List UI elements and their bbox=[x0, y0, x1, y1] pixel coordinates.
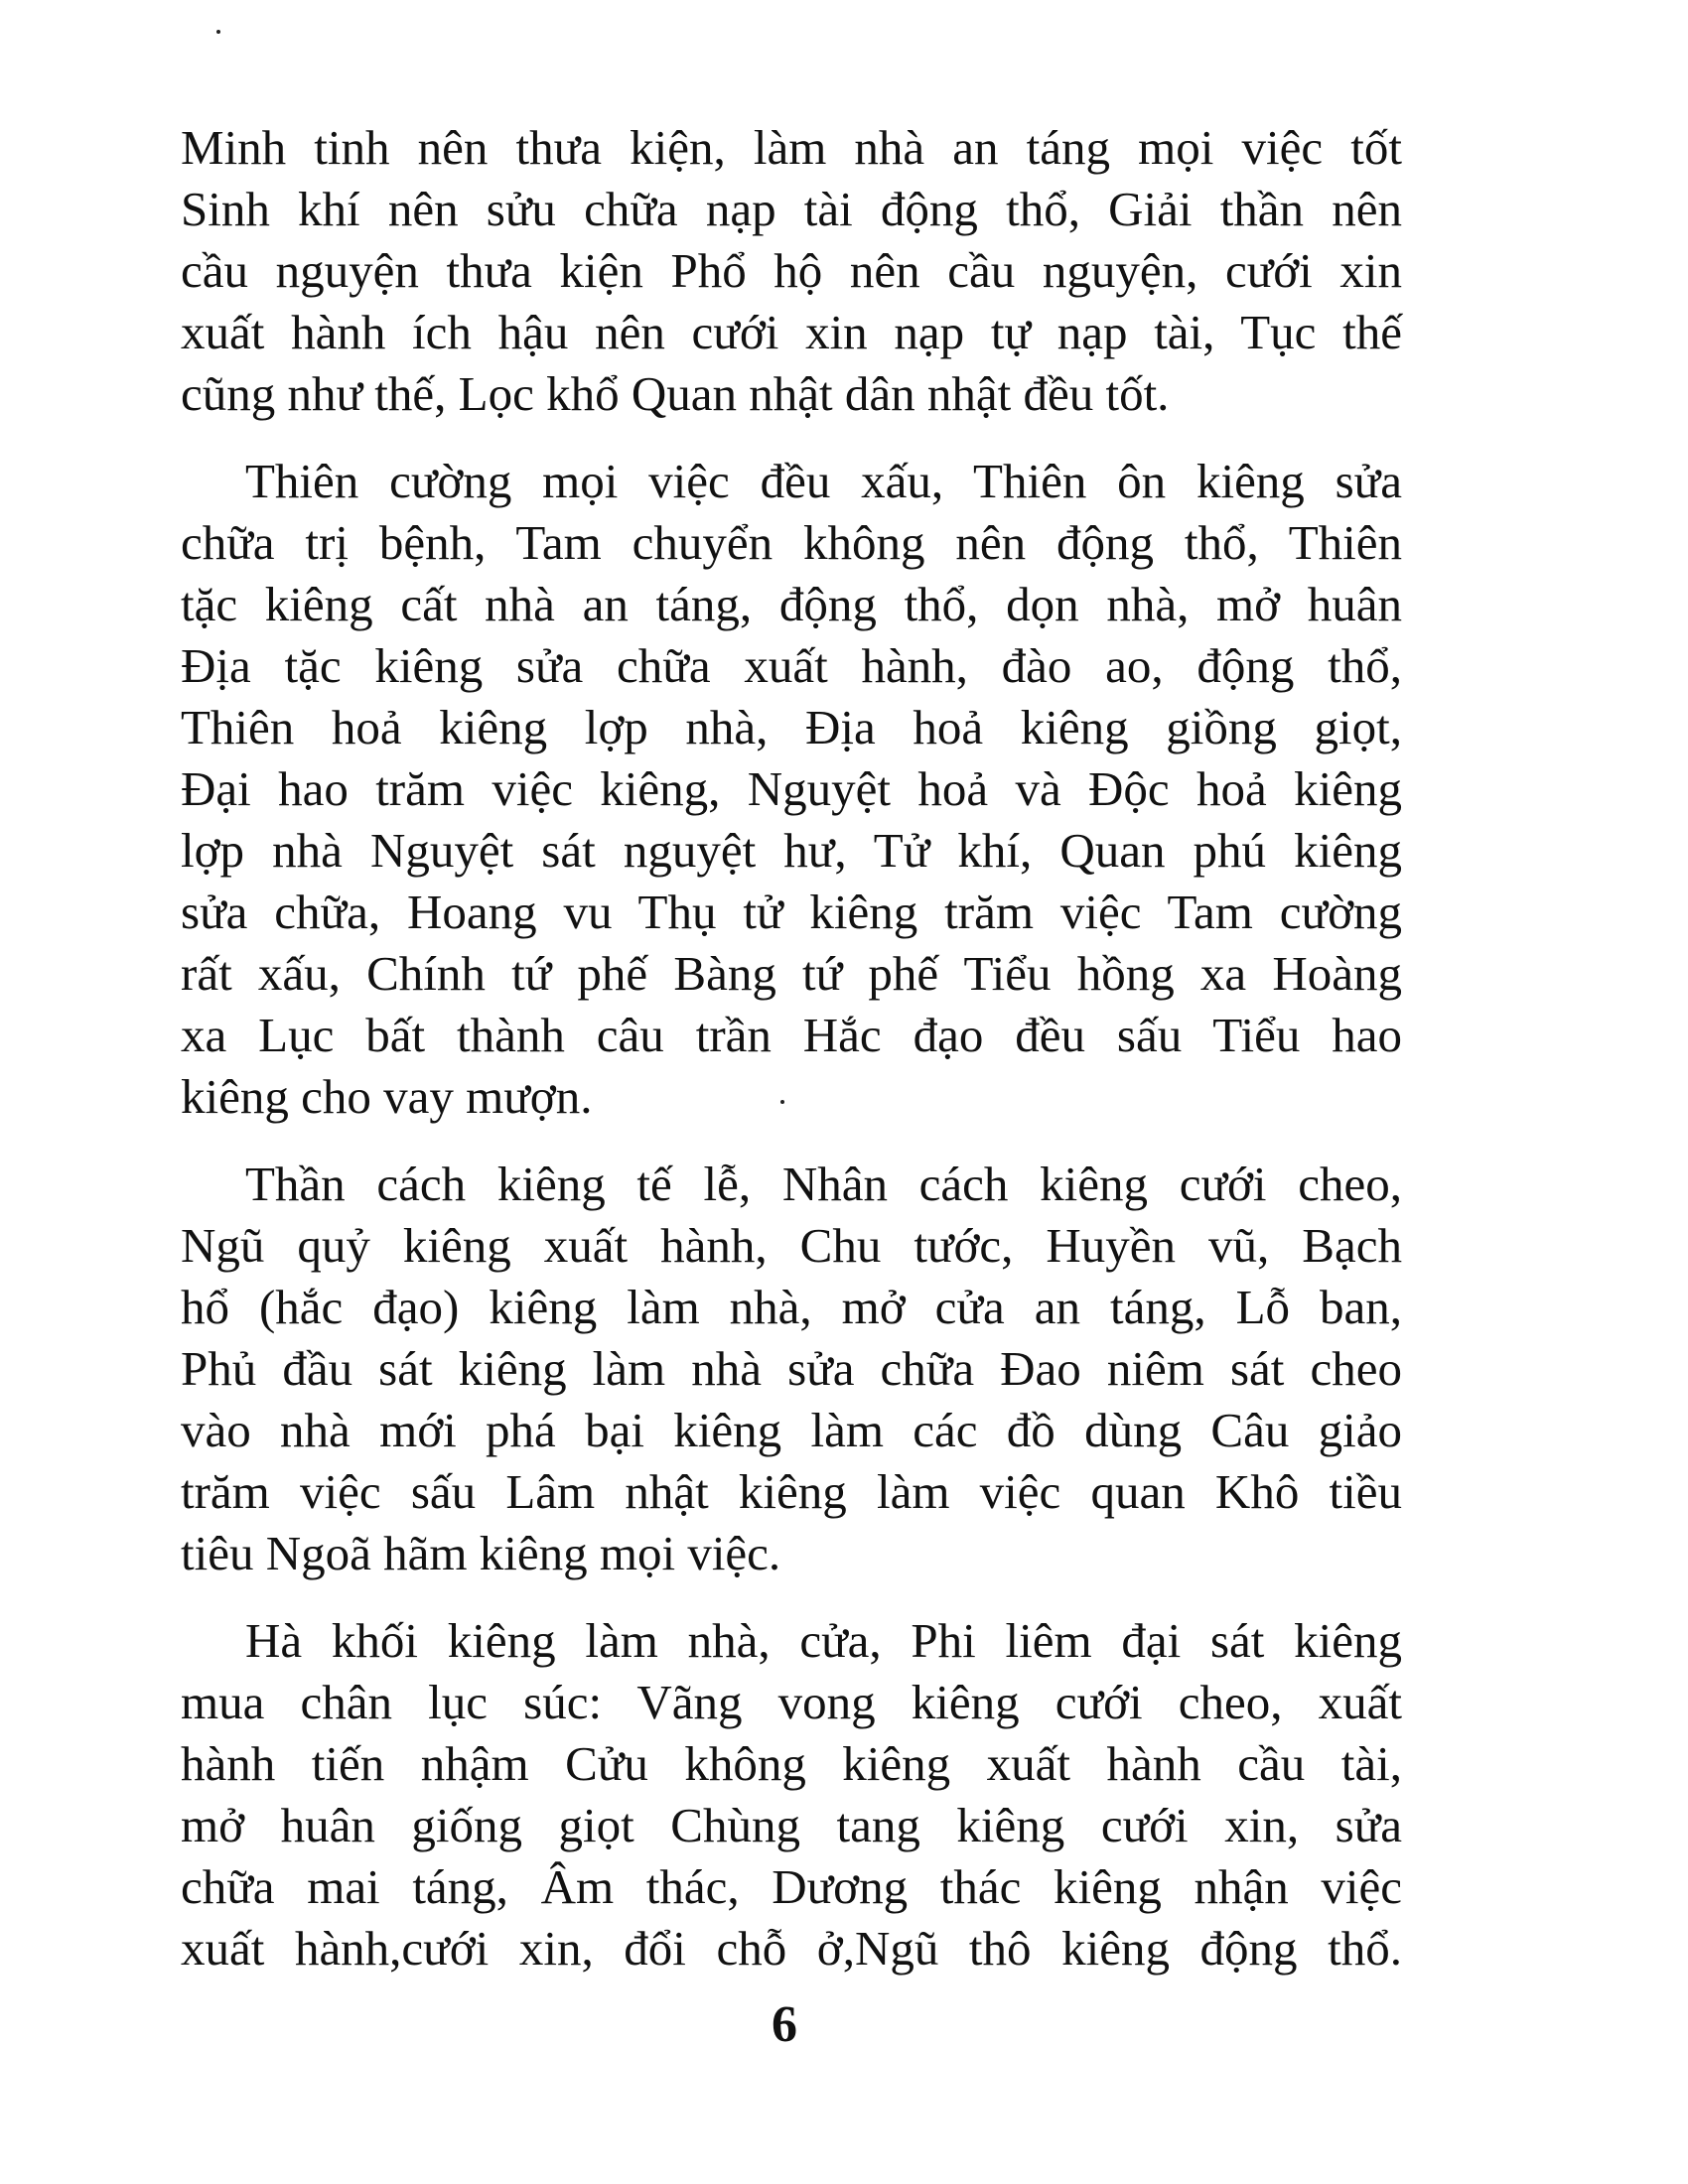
text-line: Ngũ quỷ kiêng xuất hành, Chu tước, Huyền vũ, Bạch bbox=[181, 1218, 1402, 1273]
text-line: trăm việc sấu Lâm nhật kiêng làm việc quan Khô tiều bbox=[181, 1464, 1402, 1519]
text-line: mua chân lục súc: Vãng vong kiêng cưới cheo, xuất bbox=[181, 1675, 1402, 1729]
text-line: xuất hành,cưới xin, đổi chỗ ở,Ngũ thô kiêng động thổ. bbox=[181, 1921, 1402, 1976]
text-line: Đại hao trăm việc kiêng, Nguyệt hoả và Độc hoả kiêng bbox=[181, 761, 1402, 816]
text-line: Thần cách kiêng tế lễ, Nhân cách kiêng cưới cheo, bbox=[245, 1157, 1402, 1211]
page-number: 6 bbox=[772, 1996, 797, 2053]
text-line: Phủ đầu sát kiêng làm nhà sửa chữa Đao niêm sát cheo bbox=[181, 1341, 1402, 1396]
text-line: Thiên cường mọi việc đều xấu, Thiên ôn kiêng sửa bbox=[245, 454, 1402, 508]
body-text bbox=[181, 117, 1402, 2005]
text-line: Minh tinh nên thưa kiện, làm nhà an táng mọi việc tốt bbox=[181, 120, 1402, 175]
text-line: vào nhà mới phá bại kiêng làm các đồ dùng Câu giảo bbox=[181, 1403, 1402, 1457]
text-line: cũng như thế, Lọc khổ Quan nhật dân nhật đều tốt. bbox=[181, 366, 1170, 421]
text-line: tặc kiêng cất nhà an táng, động thổ, dọn nhà, mở huân bbox=[181, 577, 1402, 631]
paragraph-3 bbox=[181, 1154, 1402, 1584]
text-line: chữa trị bệnh, Tam chuyển không nên động thổ, Thiên bbox=[181, 515, 1402, 570]
text-line: hổ (hắc đạo) kiêng làm nhà, mở cửa an táng, Lỗ ban, bbox=[181, 1280, 1402, 1334]
text-line: sửa chữa, Hoang vu Thụ tử kiêng trăm việc Tam cường bbox=[181, 885, 1402, 939]
text-line: mở huân giống giọt Chùng tang kiêng cưới xin, sửa bbox=[181, 1798, 1402, 1852]
text-line: cầu nguyện thưa kiện Phổ hộ nên cầu nguyện, cưới xin bbox=[181, 243, 1402, 298]
text-line: tiêu Ngoã hãm kiêng mọi việc. bbox=[181, 1526, 781, 1580]
text-line: Thiên hoả kiêng lợp nhà, Địa hoả kiêng giồng giọt, bbox=[181, 700, 1402, 754]
text-line: chữa mai táng, Âm thác, Dương thác kiêng nhận việc bbox=[181, 1859, 1402, 1914]
text-line: Sinh khí nên sửu chữa nạp tài động thổ, Giải thần nên bbox=[181, 182, 1402, 236]
text-line: Địa tặc kiêng sửa chữa xuất hành, đào ao, động thổ, bbox=[181, 638, 1402, 693]
text-line: xuất hành ích hậu nên cưới xin nạp tự nạp tài, Tục thế bbox=[181, 305, 1402, 359]
paragraph-2 bbox=[181, 451, 1402, 1128]
paragraph-1 bbox=[181, 117, 1402, 425]
text-line: xa Lục bất thành câu trần Hắc đạo đều sấu Tiểu hao bbox=[181, 1008, 1402, 1062]
text-line: Hà khối kiêng làm nhà, cửa, Phi liêm đại sát kiêng bbox=[245, 1613, 1402, 1668]
text-line: lợp nhà Nguyệt sát nguyệt hư, Tử khí, Quan phú kiêng bbox=[181, 823, 1402, 878]
text-line: kiêng cho vay mượn. bbox=[181, 1069, 593, 1124]
paragraph-4 bbox=[181, 1610, 1402, 1979]
scan-speck bbox=[216, 30, 220, 34]
text-line: hành tiến nhậm Cửu không kiêng xuất hành cầu tài, bbox=[181, 1736, 1402, 1791]
text-line: rất xấu, Chính tứ phế Bàng tứ phế Tiểu hồng xa Hoàng bbox=[181, 946, 1402, 1001]
